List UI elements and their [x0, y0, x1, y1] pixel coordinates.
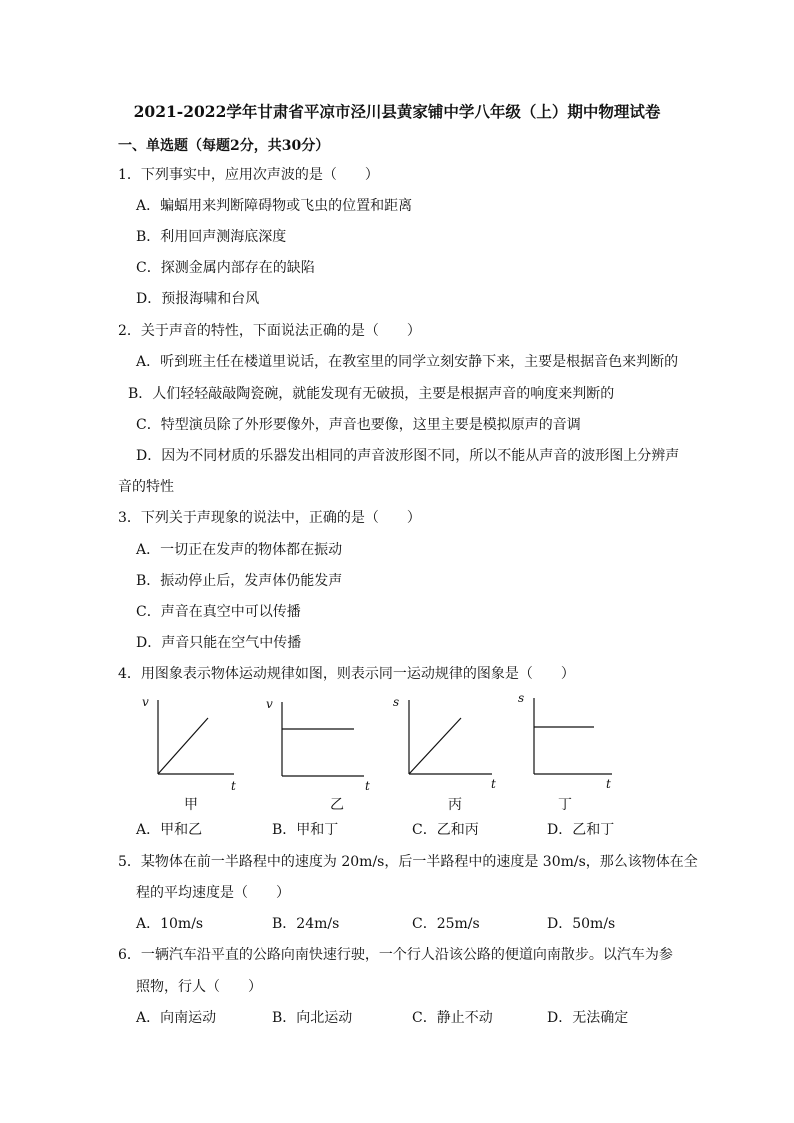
- graph-jia: [138, 690, 248, 795]
- question-2-option-d-continuation: 音的特性: [118, 479, 174, 495]
- question-3-option-d: D．声音只能在空气中传播: [136, 635, 302, 651]
- question-2-option-a: A．听到班主任在楼道里说话，在教室里的同学立刻安静下来，主要是根据音色来判断的: [136, 354, 679, 370]
- graph-yi: [262, 692, 377, 797]
- question-5-continuation: 程的平均速度是（ ）: [136, 885, 290, 901]
- graph-bing-x-label: t: [491, 777, 496, 791]
- graph-jia-x-label: t: [231, 779, 236, 793]
- graph-bing-curve: [409, 718, 461, 774]
- graph-jia-caption: 甲: [184, 797, 198, 813]
- graph-ding-x-label: t: [606, 777, 611, 791]
- question-5-option-b: B．24m/s: [272, 916, 340, 932]
- question-4-option-c: C．乙和丙: [412, 822, 479, 838]
- graph-yi-caption: 乙: [330, 797, 344, 813]
- graph-yi-y-label: v: [266, 697, 273, 711]
- question-6-option-a: A．向南运动: [136, 1010, 217, 1026]
- question-4-option-d: D．乙和丁: [547, 822, 615, 838]
- question-3-option-b: B．振动停止后，发声体仍能发声: [136, 573, 343, 589]
- question-5-stem: 5．某物体在前一半路程中的速度为 20m/s，后一半路程中的速度是 30m/s，那么该物体在全: [118, 854, 698, 870]
- graph-ding-caption: 丁: [558, 797, 572, 813]
- question-6-option-d: D．无法确定: [547, 1010, 629, 1026]
- question-1-option-b: B．利用回声测海底深度: [136, 229, 287, 245]
- question-1-option-c: C．探测金属内部存在的缺陷: [136, 260, 315, 276]
- question-4-option-a: A．甲和乙: [136, 822, 203, 838]
- graph-bing-y-label: s: [393, 695, 400, 709]
- question-5-option-a: A．10m/s: [136, 916, 204, 932]
- question-6-continuation: 照物，行人（ ）: [136, 979, 262, 995]
- question-6-stem: 6．一辆汽车沿平直的公路向南快速行驶，一个行人沿该公路的便道向南散步。以汽车为参: [118, 947, 673, 963]
- graph-jia-curve: [158, 718, 208, 774]
- section-heading: 一、单选题（每题2分，共30分）: [118, 138, 330, 154]
- page-title: 2021-2022学年甘肃省平凉市泾川县黄家铺中学八年级（上）期中物理试卷: [133, 102, 661, 121]
- question-4-option-b: B．甲和丁: [272, 822, 339, 838]
- question-3-option-a: A．一切正在发声的物体都在振动: [136, 542, 343, 558]
- question-5-option-c: C．25m/s: [412, 916, 480, 932]
- graph-ding: [514, 688, 629, 793]
- question-5-option-d: D．50m/s: [547, 916, 616, 932]
- graph-bing: [389, 690, 504, 795]
- question-1-option-a: A．蝙蝠用来判断障碍物或飞虫的位置和距离: [136, 198, 413, 214]
- question-1-option-d: D．预报海啸和台风: [136, 291, 260, 307]
- question-4-stem: 4．用图象表示物体运动规律如图，则表示同一运动规律的图象是（ ）: [118, 666, 575, 682]
- graph-jia-y-label: v: [142, 695, 149, 709]
- graph-yi-x-label: t: [365, 779, 370, 793]
- question-2-option-b: B．人们轻轻敲敲陶瓷碗，就能发现有无破损，主要是根据声音的响度来判断的: [128, 386, 615, 402]
- question-2-stem: 2．关于声音的特性，下面说法正确的是（ ）: [118, 323, 421, 339]
- question-2-option-c: C．特型演员除了外形要像外，声音也要像，这里主要是模拟原声的音调: [136, 417, 581, 433]
- question-1-stem: 1．下列事实中，应用次声波的是（ ）: [118, 167, 379, 183]
- question-3-option-c: C．声音在真空中可以传播: [136, 604, 301, 620]
- question-3-stem: 3．下列关于声现象的说法中，正确的是（ ）: [118, 510, 421, 526]
- question-6-option-b: B．向北运动: [272, 1010, 353, 1026]
- question-6-option-c: C．静止不动: [412, 1010, 493, 1026]
- graph-bing-caption: 丙: [448, 797, 462, 813]
- graph-ding-y-label: s: [518, 691, 525, 705]
- question-2-option-d: D．因为不同材质的乐器发出相同的声音波形图不同，所以不能从声音的波形图上分辨声: [136, 448, 680, 464]
